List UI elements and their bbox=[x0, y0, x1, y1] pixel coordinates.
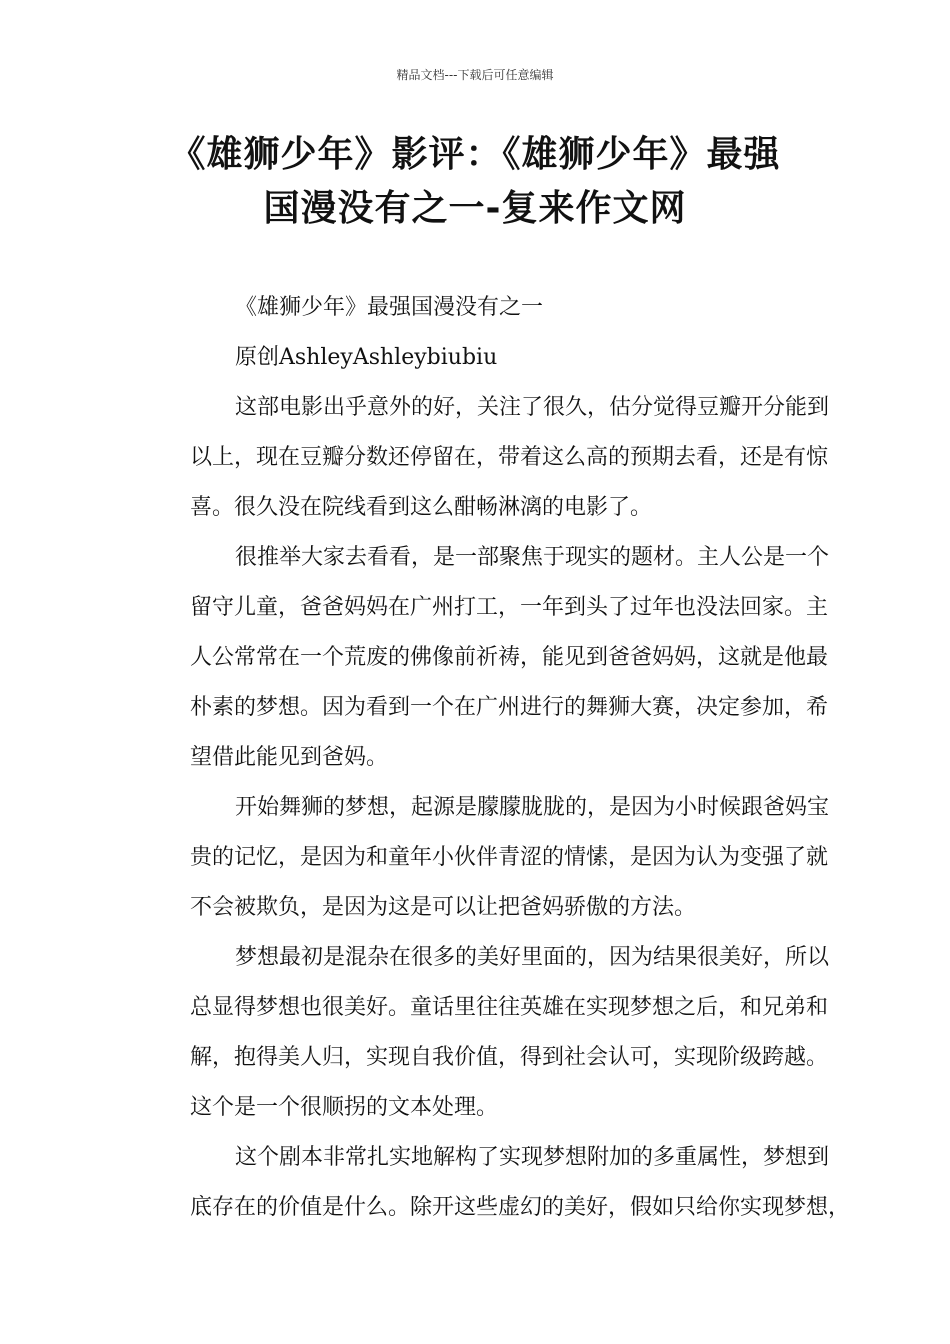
paragraph bbox=[145, 333, 810, 383]
paragraph-line: 这部电影出乎意外的好，关注了很久，估分觉得豆瓣开分能到 bbox=[235, 395, 830, 420]
paragraph-line: 贵的记忆，是因为和童年小伙伴青涩的情愫，是因为认为变强了就 bbox=[190, 845, 829, 870]
paragraph-line: 这个剧本非常扎实地解构了实现梦想附加的多重属性，梦想到 bbox=[235, 1145, 830, 1170]
paragraph-line: 原创AshleyAshleybiubiu bbox=[235, 345, 498, 370]
document-title bbox=[145, 128, 805, 236]
paragraph-line: 开始舞狮的梦想，起源是朦朦胧胧的，是因为小时候跟爸妈宝 bbox=[235, 795, 830, 820]
paragraph-line: 很推举大家去看看，是一部聚焦于现实的题材。主人公是一个 bbox=[235, 545, 830, 570]
paragraph bbox=[145, 933, 830, 1133]
paragraph-line: 喜。很久没在院线看到这么酣畅淋漓的电影了。 bbox=[190, 495, 653, 520]
paragraph-line: 人公常常在一个荒废的佛像前祈祷，能见到爸爸妈妈，这就是他最 bbox=[190, 645, 829, 670]
paragraph bbox=[145, 533, 830, 783]
paragraph-line: 《雄狮少年》最强国漫没有之一 bbox=[235, 295, 544, 320]
paragraph-line: 这个是一个很顺拐的文本处理。 bbox=[190, 1095, 499, 1120]
paragraph bbox=[145, 783, 830, 933]
paragraph bbox=[145, 383, 830, 533]
header-note: 精品文档---下载后可任意编辑 bbox=[396, 68, 554, 82]
paragraph-line: 不会被欺负，是因为这是可以让把爸妈骄傲的方法。 bbox=[190, 895, 697, 920]
paragraph-line: 留守儿童，爸爸妈妈在广州打工，一年到头了过年也没法回家。主 bbox=[190, 595, 829, 620]
paragraph-line: 总显得梦想也很美好。童话里往往英雄在实现梦想之后，和兄弟和 bbox=[190, 995, 829, 1020]
paragraph-line: 朴素的梦想。因为看到一个在广州进行的舞狮大赛，决定参加，希 bbox=[190, 695, 829, 720]
paragraph-line: 底存在的价值是什么。除开这些虚幻的美好，假如只给你实现梦想， bbox=[190, 1195, 851, 1220]
document-body bbox=[145, 283, 851, 1233]
paragraph-line: 解，抱得美人归，实现自我价值，得到社会认可，实现阶级跨越。 bbox=[190, 1045, 829, 1070]
title-line: 国漫没有之一-复来作文网 bbox=[263, 188, 687, 229]
paragraph-line: 望借此能见到爸妈。 bbox=[190, 745, 389, 770]
title-line: 《雄狮少年》影评：《雄狮少年》最强 bbox=[169, 134, 781, 175]
paragraph bbox=[145, 1133, 851, 1233]
paragraph bbox=[145, 283, 810, 333]
paragraph-line: 梦想最初是混杂在很多的美好里面的，因为结果很美好，所以 bbox=[235, 945, 830, 970]
paragraph-line: 以上，现在豆瓣分数还停留在，带着这么高的预期去看，还是有惊 bbox=[190, 445, 829, 470]
